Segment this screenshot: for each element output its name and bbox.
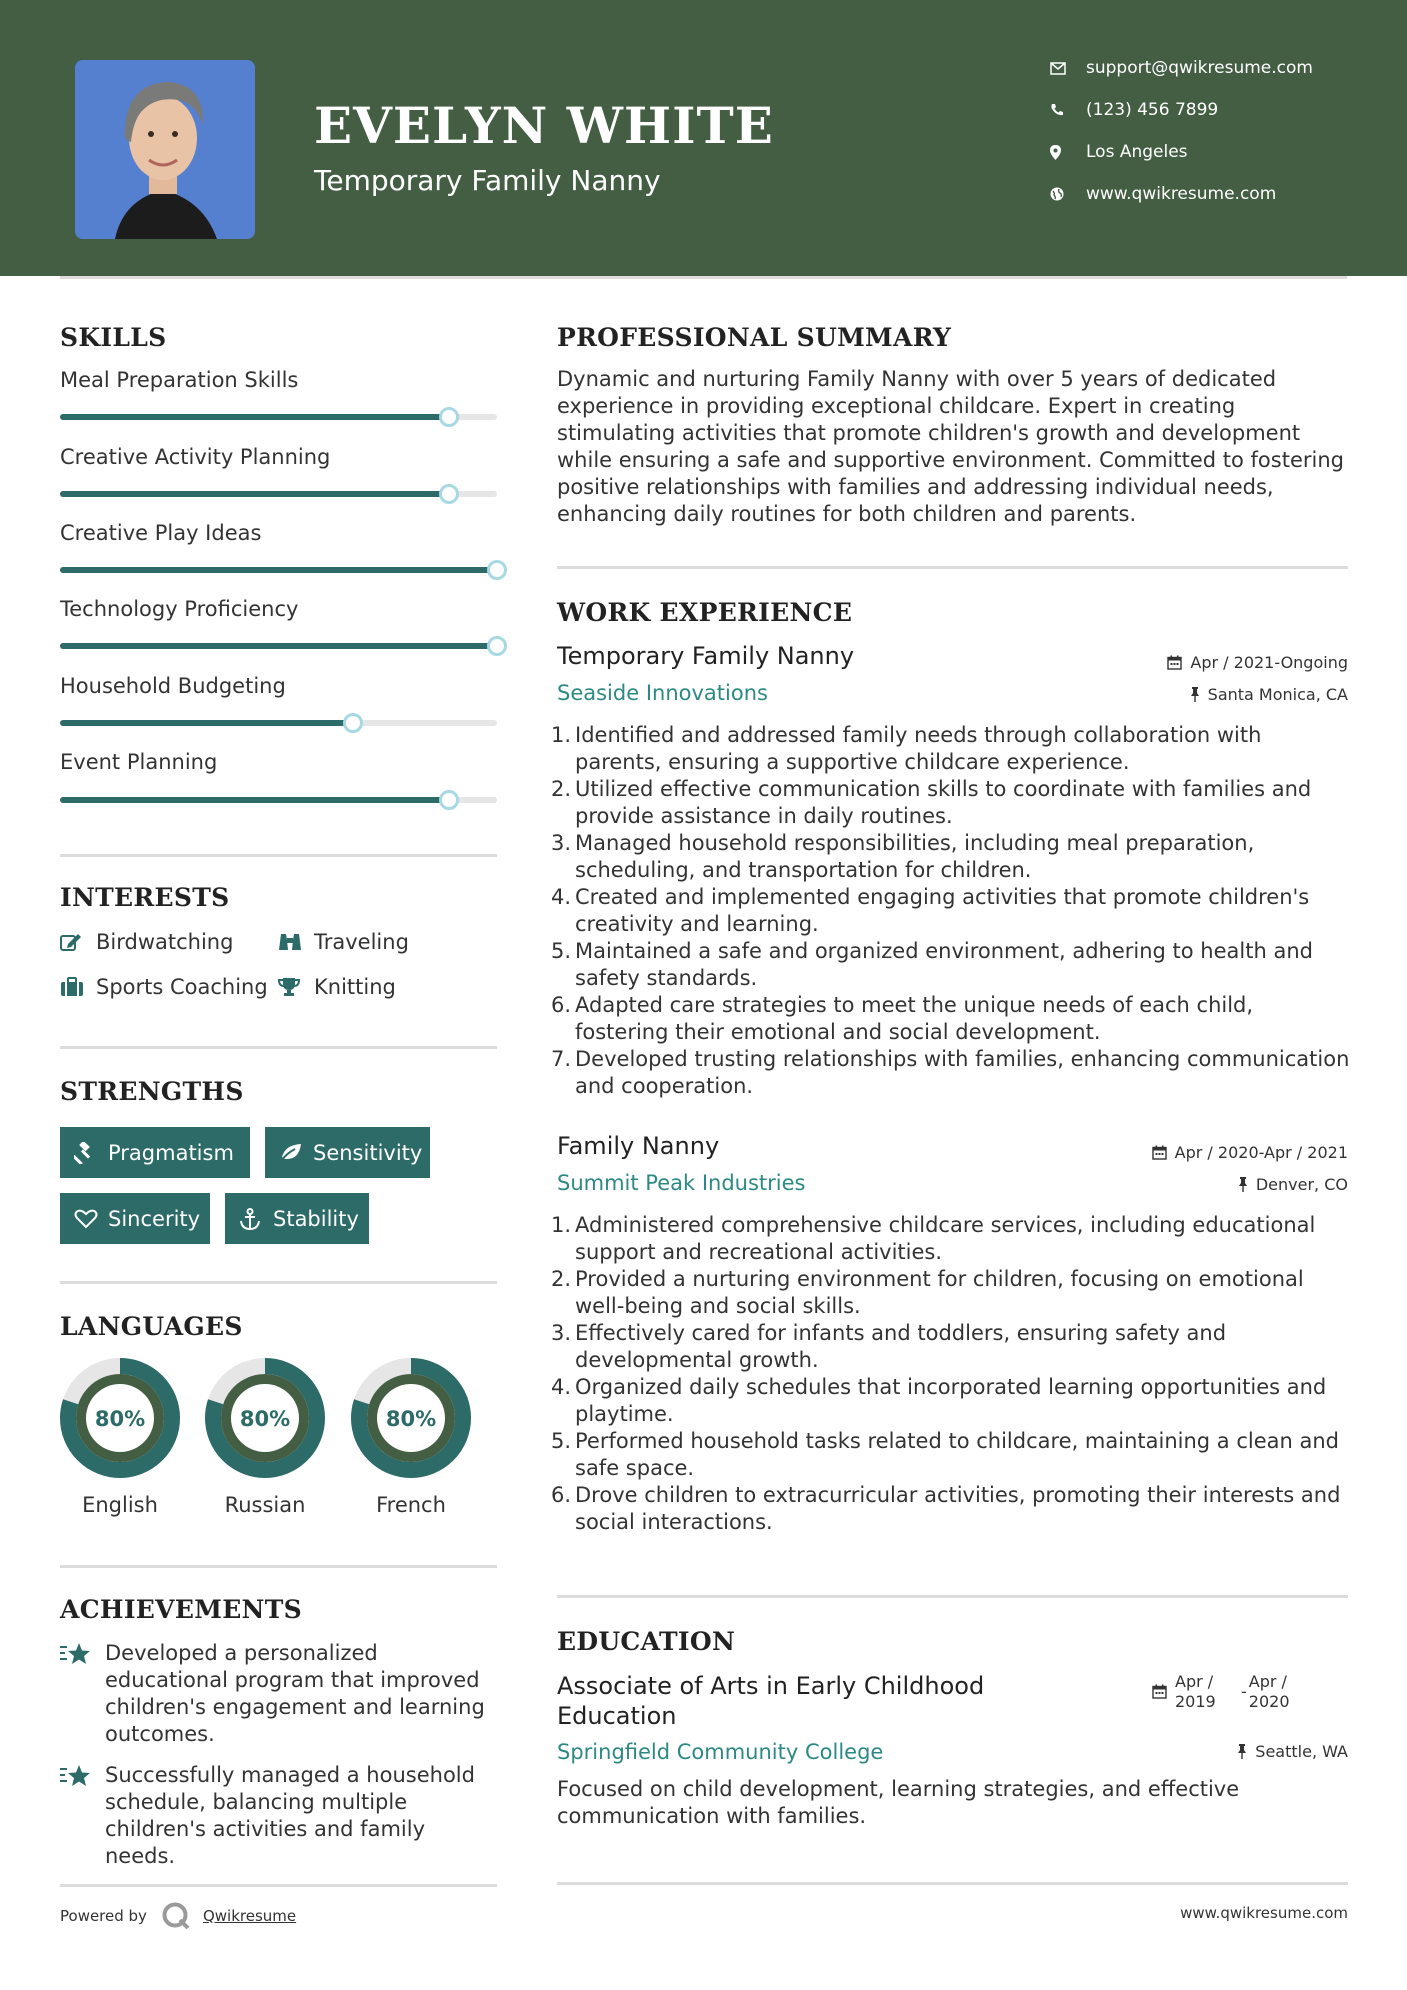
skill-bar (60, 797, 497, 803)
job-dates-text: Apr / 2021-Ongoing (1190, 653, 1348, 672)
job-bullet-text: Identified and addressed family needs through collaboration with parents, ensuring a supportive childcare experience. (575, 723, 1262, 774)
skill-bar-knob (439, 790, 459, 810)
section-divider (60, 1046, 497, 1049)
job-bullet: 2. Utilized effective communication skills to coordinate with families and provide assistance in daily routines. (550, 776, 1350, 830)
pushpin-icon (1237, 1744, 1247, 1759)
language-name: French (376, 1493, 446, 1517)
edit-icon (60, 932, 96, 952)
interest-item (278, 930, 409, 954)
header-divider (60, 276, 1347, 279)
interest-label: Birdwatching (96, 930, 234, 954)
strength-badge (60, 1127, 250, 1178)
achievements-heading: ACHIEVEMENTS (60, 1595, 302, 1624)
section-divider (60, 854, 497, 857)
job-bullet: 5. Performed household tasks related to childcare, maintaining a clean and safe space. (550, 1428, 1350, 1482)
skill-label: Technology Proficiency (60, 597, 299, 621)
job-bullets (550, 1212, 1350, 1536)
strength-label: Sensitivity (313, 1140, 423, 1165)
language-percent: 80% (385, 1407, 437, 1431)
job-bullet-text: Performed household tasks related to childcare, maintaining a clean and safe space. (575, 1429, 1339, 1480)
footer-powered-by (60, 1901, 296, 1931)
skill-bar-knob (439, 484, 459, 504)
skill-bar-fill (60, 567, 497, 573)
skill-bar-knob (343, 713, 363, 733)
job-bullet: 5. Maintained a safe and organized environment, adhering to health and safety standards. (550, 938, 1350, 992)
profile-photo-illustration (75, 60, 255, 239)
skill-label: Event Planning (60, 750, 218, 774)
job-bullet-text: Managed household responsibilities, including meal preparation, scheduling, and transportation for children. (575, 831, 1255, 882)
job-bullet-text: Drove children to extracurricular activities, promoting their interests and social interactions. (575, 1483, 1341, 1534)
languages-heading: LANGUAGES (60, 1312, 243, 1341)
job-role: Family Nanny (557, 1132, 720, 1160)
job-bullet-text: Adapted care strategies to meet the unique needs of each child, fostering their emotional and social development. (575, 993, 1254, 1044)
strength-badge (60, 1193, 210, 1244)
education-end-date: Apr / 2020 (1248, 1672, 1290, 1711)
anchor-icon (239, 1208, 273, 1230)
calendar-icon (1152, 1145, 1167, 1160)
strength-label: Pragmatism (108, 1140, 234, 1165)
section-divider (60, 1281, 497, 1284)
section-divider (60, 1565, 497, 1568)
job-bullet: 6. Drove children to extracurricular activities, promoting their interests and social interactions. (550, 1482, 1350, 1536)
qwikresume-link[interactable]: Qwikresume (202, 1907, 297, 1925)
skill-bar (60, 414, 497, 420)
strength-badge (225, 1193, 369, 1244)
education-date-dash: - (1241, 1682, 1247, 1701)
calendar-icon (1167, 655, 1182, 670)
resume-header (0, 0, 1407, 276)
skill-bar (60, 720, 497, 726)
degree-title-line: Associate of Arts in Early Childhood (557, 1672, 985, 1700)
interest-item (60, 930, 233, 954)
skill-bar (60, 643, 497, 649)
job-location-text: Denver, CO (1255, 1175, 1348, 1194)
skill-bar-fill (60, 491, 449, 497)
map-pin-icon (1050, 145, 1086, 160)
contact-email[interactable] (1050, 58, 1313, 78)
candidate-name: EVELYN WHITE (314, 96, 774, 155)
trophy-icon (278, 977, 314, 997)
job-bullet: 6. Adapted care strategies to meet the unique needs of each child, fostering their emotional and social development. (550, 992, 1350, 1046)
summary-text: Dynamic and nurturing Family Nanny with over 5 years of dedicated experience in providing exceptional childcare. Expert in creating stimulating activities that promote children's growth and development while ensuring a safe and supportive environment. Committed to fostering positive relationships with families and addressing individual needs, enhancing daily routines for both children and parents. (557, 367, 1344, 526)
globe-icon (1050, 187, 1086, 201)
job-bullet: 3. Managed household responsibilities, including meal preparation, scheduling, and transportation for children. (550, 830, 1350, 884)
skill-bar-fill (60, 643, 497, 649)
degree-title-line: Education (557, 1702, 677, 1730)
job-bullet-text: Administered comprehensive childcare services, including educational support and recreational activities. (575, 1213, 1316, 1264)
skill-bar (60, 567, 497, 573)
education-dates (1152, 1672, 1290, 1712)
interests-heading: INTERESTS (60, 883, 230, 912)
binoculars-icon (278, 932, 314, 952)
job-bullet: 4. Organized daily schedules that incorporated learning opportunities and playtime. (550, 1374, 1350, 1428)
degree-title (557, 1671, 984, 1731)
strengths-heading: STRENGTHS (60, 1077, 244, 1106)
star-list-icon (60, 1762, 105, 1870)
contact-location-text: Los Angeles (1086, 142, 1188, 162)
job-bullet-text: Effectively cared for infants and toddlers, ensuring safety and developmental growth. (575, 1321, 1227, 1372)
language-percent: 80% (94, 1407, 146, 1431)
interest-item (60, 975, 268, 999)
interest-item (278, 975, 396, 999)
heart-icon (74, 1209, 108, 1229)
contact-phone[interactable] (1050, 100, 1218, 120)
achievement-text: Developed a personalized educational program that improved children's engagement and learning outcomes. (105, 1641, 485, 1746)
skill-label: Household Budgeting (60, 674, 286, 698)
skill-bar-knob (487, 560, 507, 580)
skill-label: Creative Play Ideas (60, 521, 262, 545)
language-gauge (58, 1356, 182, 1480)
job-location (1238, 1175, 1348, 1194)
language-name: Russian (224, 1493, 306, 1517)
job-dates-text: Apr / 2020-Apr / 2021 (1174, 1143, 1348, 1162)
contact-website-text[interactable]: www.qwikresume.com (1086, 184, 1277, 204)
skill-bar-knob (487, 636, 507, 656)
section-divider (557, 1595, 1348, 1598)
job-bullet-text: Developed trusting relationships with families, enhancing communication and cooperation. (575, 1047, 1350, 1098)
skill-label: Meal Preparation Skills (60, 368, 299, 392)
school-name: Springfield Community College (557, 1740, 884, 1764)
education-location-text: Seattle, WA (1255, 1742, 1348, 1761)
gavel-icon (74, 1142, 108, 1164)
strength-badge (265, 1127, 430, 1178)
contact-phone-text[interactable]: (123) 456 7899 (1086, 100, 1219, 120)
job-bullet-text: Provided a nurturing environment for children, focusing on emotional well-being and social skills. (575, 1267, 1304, 1318)
pushpin-icon (1190, 687, 1200, 702)
job-company: Summit Peak Industries (557, 1171, 806, 1195)
job-role: Temporary Family Nanny (557, 642, 855, 670)
achievement-item (60, 1640, 500, 1748)
job-company: Seaside Innovations (557, 681, 768, 705)
contact-location (1050, 142, 1188, 162)
job-bullet: 1. Administered comprehensive childcare services, including educational support and recreational activities. (550, 1212, 1350, 1266)
phone-icon (1050, 103, 1086, 117)
strength-label: Sincerity (108, 1206, 201, 1231)
briefcase-icon (60, 977, 96, 997)
work-heading: WORK EXPERIENCE (557, 598, 853, 627)
education-location (1237, 1742, 1348, 1761)
job-bullets (550, 722, 1350, 1100)
language-gauge (349, 1356, 473, 1480)
leaf-icon (279, 1143, 313, 1163)
education-description: Focused on child development, learning strategies, and effective communication with families. (557, 1777, 1240, 1828)
achievement-item (60, 1762, 500, 1870)
footer-website[interactable]: www.qwikresume.com (1180, 1904, 1348, 1922)
interest-label: Traveling (314, 930, 409, 954)
achievement-text: Successfully managed a household schedule, balancing multiple children's activities and family needs. (105, 1763, 475, 1868)
skill-bar-fill (60, 720, 353, 726)
profile-photo (75, 60, 255, 239)
qwikresume-logo-icon (161, 1901, 191, 1931)
strength-label: Stability (273, 1206, 359, 1231)
job-bullet-text: Organized daily schedules that incorporated learning opportunities and playtime. (575, 1375, 1327, 1426)
calendar-icon (1152, 1672, 1167, 1699)
skill-bar-fill (60, 797, 449, 803)
job-location (1190, 685, 1348, 704)
job-location-text: Santa Monica, CA (1207, 685, 1348, 704)
job-bullet: 2. Provided a nurturing environment for children, focusing on emotional well-being and social skills. (550, 1266, 1350, 1320)
job-dates (1152, 1143, 1348, 1162)
language-percent: 80% (239, 1407, 291, 1431)
job-bullet: 3. Effectively cared for infants and toddlers, ensuring safety and developmental growth. (550, 1320, 1350, 1374)
section-divider (557, 566, 1348, 569)
interest-label: Sports Coaching (96, 975, 268, 999)
envelope-icon (1050, 62, 1086, 75)
job-bullet-text: Utilized effective communication skills to coordinate with families and provide assistance in daily routines. (575, 777, 1312, 828)
contact-website[interactable] (1050, 184, 1276, 204)
education-start-date: Apr / 2019 (1175, 1672, 1216, 1711)
job-bullet: 7. Developed trusting relationships with families, enhancing communication and cooperation. (550, 1047, 1350, 1098)
skill-bar-fill (60, 414, 449, 420)
interest-label: Knitting (314, 975, 396, 999)
star-list-icon (60, 1640, 105, 1748)
skill-bar (60, 491, 497, 497)
candidate-title: Temporary Family Nanny (314, 164, 661, 197)
job-bullet-text: Created and implemented engaging activities that promote children's creativity and learning. (575, 885, 1310, 936)
powered-by-label: Powered by (60, 1907, 147, 1925)
skill-bar-knob (439, 407, 459, 427)
skills-heading: SKILLS (60, 323, 167, 352)
section-divider (557, 1882, 1348, 1885)
education-heading: EDUCATION (557, 1627, 736, 1656)
pushpin-icon (1238, 1177, 1248, 1192)
section-divider (60, 1884, 497, 1887)
job-dates (1167, 653, 1348, 672)
job-bullet: 1. Identified and addressed family needs through collaboration with parents, ensuring a supportive childcare experience. (550, 722, 1350, 776)
contact-email-text[interactable]: support@qwikresume.com (1086, 58, 1313, 78)
job-bullet-text: Maintained a safe and organized environment, adhering to health and safety standards. (575, 939, 1313, 990)
language-name: English (82, 1493, 158, 1517)
language-gauge (203, 1356, 327, 1480)
job-bullet: 4. Created and implemented engaging activities that promote children's creativity and learning. (550, 884, 1350, 938)
skill-label: Creative Activity Planning (60, 445, 331, 469)
summary-heading: PROFESSIONAL SUMMARY (557, 323, 952, 352)
